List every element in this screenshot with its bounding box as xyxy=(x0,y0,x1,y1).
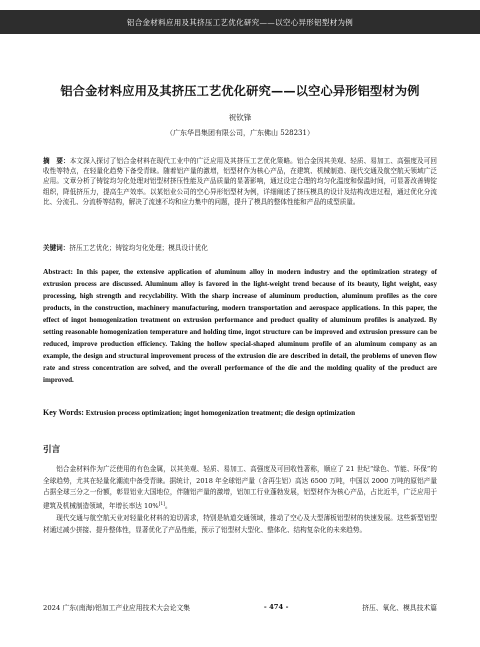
introduction-paragraph-2: 现代交通与航空航天业对轻量化材料的迫切需求，特别是轨道交通领域，推动了空心及大型薄板铝型材的快速发展。这些新型铝型材通过减少拼接、提升整体性，显著优化了产品性能，预示了铝型材大型化、整体化、结构复杂化的未来趋势。 xyxy=(43,514,437,534)
chinese-abstract-text: 本文深入探讨了铝合金材料在现代工业中的广泛应用及其挤压工艺优化策略。铝合金因其美观、轻质、易加工、高强度及可回收性等特点，在轻量化趋势下备受青睐。随着铝产量的激增，铝型材作为核心产品，在建筑、机械制造、现代交通及航空航天领域广泛应用。文章分析了铸锭均匀化处理对铝型材挤压性能及产品质量的显著影响，通过设定合理的均匀化温度和保温时间，可显著改善铸锭组织，降低挤压力，提高生产效率。以某铝业公司的空心异形铝型材为例，详细阐述了挤压模具的设计及结构改进过程，通过优化分流比、分流孔、分流桥等结构，解决了流速不均和应力集中的问题，提升了模具的整体性能和产品的成型质量。 xyxy=(43,157,437,206)
chinese-keywords xyxy=(43,242,437,252)
paragraph-1-text: 铝合金材料作为广泛使用的有色金属，以其美观、轻质、易加工、高强度及可回收性著称，顺应了 21 世纪“绿色、节能、环保”的全球趋势，尤其在轻量化潮流中备受青睐。据统计，2018 年全球铝产量（含再生铝）高达 6500 万吨，中国以 2000 万吨的原铝产量占据全球三分之一份额，彰显铝业大国地位，伴随铝产量的激增，铝加工行业蓬勃发展，铝型材作为核心产品，占比近半，广泛应用于建筑及机械制造领域，年增长率达 10% xyxy=(43,465,437,511)
chinese-abstract-label: 摘 要： xyxy=(43,157,70,165)
english-abstract-label: Abstract: xyxy=(43,267,73,276)
page-number: - 474 - xyxy=(263,603,289,611)
section-heading-introduction: 引言 xyxy=(43,445,61,455)
author-name: 祝钦锋 xyxy=(228,113,252,122)
chinese-keywords-label: 关键词： xyxy=(43,244,70,252)
chinese-abstract xyxy=(43,156,437,207)
english-keywords-text: Extrusion process optimization; ingot homogenization treatment; die design optimization xyxy=(85,409,356,417)
introduction-body xyxy=(43,464,437,536)
paper-title: 铝合金材料应用及其挤压工艺优化研究——以空心异形铝型材为例 xyxy=(60,84,420,98)
page-footer xyxy=(43,600,437,614)
footer-section: 挤压、氧化、模具技术篇 xyxy=(362,604,437,612)
english-keywords-label: Key Words: xyxy=(43,408,84,417)
citation-ref[interactable]: [1] xyxy=(158,502,166,508)
english-abstract xyxy=(43,266,437,386)
running-header: 铝合金材料应用及其挤压工艺优化研究——以空心异形铝型材为例 xyxy=(0,10,480,34)
footer-proceedings: 2024 广东(南海)铝加工产业应用技术大会论文集 xyxy=(43,604,191,612)
chinese-keywords-text: 挤压工艺优化；铸锭均匀化处理；模具设计优化 xyxy=(69,244,208,252)
english-abstract-text: In this paper, the extensive application of aluminum alloy in modern industry and the optimization strategy of extrusion process are discussed. Aluminum alloy is favored in the light-weight trend because of its beauty, light weight, easy processing, high strength and recyclability. With the sharp increase of aluminum production, aluminum profiles as the core products, in the construction, machinery manufacturing, modern transportation and aerospace applications. In this paper, the effect of ingot homogenization treatment on extrusion performance and product quality of aluminum profiles is analyzed. By setting reasonable homogenization temperature and holding time, ingot structure can be improved and extrusion pressure can be reduced, improve production efficiency. Taking the hollow special-shaped aluminum profile of an aluminum company as an example, the design and structural improvement process of the extrusion die are described in detail, the problems of uneven flow rate and stress concentration are solved, and the overall performance of the die and the molding quality of the product are improved. xyxy=(43,268,437,384)
english-keywords xyxy=(43,408,437,417)
introduction-paragraph-1 xyxy=(43,464,437,513)
author-affiliation: （广东华昌集团有限公司，广东佛山 528231） xyxy=(166,129,314,137)
paragraph-1-end: 。 xyxy=(165,502,172,511)
